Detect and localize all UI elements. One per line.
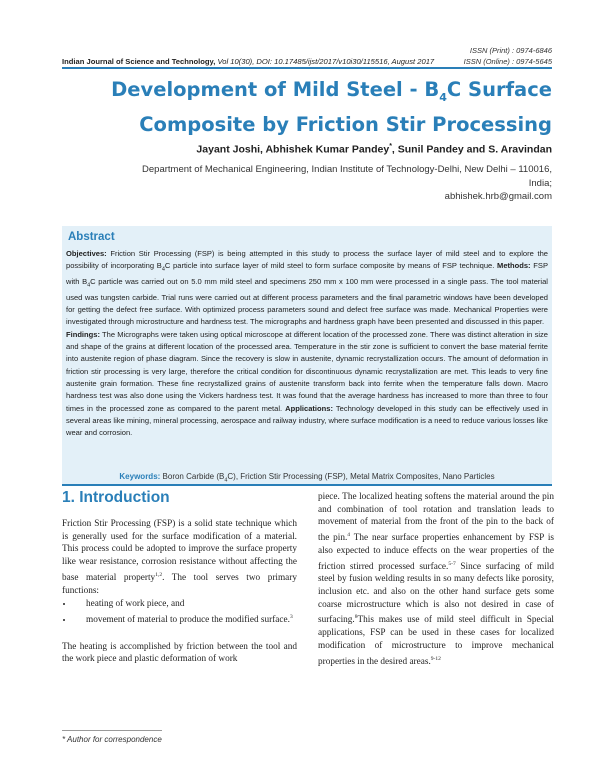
footnote: * Author for correspondence	[62, 735, 162, 744]
intro-paragraph-1: Friction Stir Processing (FSP) is a solid state technique which is generally used for the surface modification of a material. This process could be adopted to improve the surface property like wear resistance, corrosion resistance without affecting the base material property$^{1,2}$. The tool serves two primary functions:	[62, 519, 297, 596]
left-column	[62, 518, 297, 666]
issn-print: ISSN (Print) : 0974-6846	[469, 46, 552, 55]
abstract-heading: Abstract	[68, 231, 115, 243]
keywords-rule	[62, 484, 552, 486]
section-heading-introduction: 1. Introduction	[62, 489, 170, 506]
keywords: Keywords: Boron Carbide $(B_4C)$, Friction Stir Processing (FSP), Metal Matrix Composites, Nano Particles	[119, 472, 495, 484]
intro-paragraph-3: piece. The localized heating softens the material around the pin and combination of tool rotation and translation leads to movement of material from the front of the pin to the back of the pin.$^4$ The near surface properties enhancement by FSP is also expected to induce effects on the wear properties of the friction stirred processed surface.$^{5-7}$ Since surfacing of mild steel by fusion welding results in so many defects like porosity, inclusion etc. and also on the other hand surface gets some coarse microstructure which is also not desired in case of surfacing.$^8$This makes use of mild steel difficult in Special applications, FSP can be used in these cases for localized modification of microstructure to improve mechanical properties in the desired areas.$^{9-12}$	[318, 492, 555, 667]
abstract-box	[62, 226, 552, 484]
title-line-1: Development of Mild Steel - $B_4C$ Surface	[111, 78, 552, 104]
paper-title	[111, 76, 552, 138]
journal-details: Vol 10(30), DOI: 10.17485/ijst/2017/v10i30/115516, August 2017	[217, 57, 435, 66]
affiliation-line: Department of Mechanical Engineering, Indian Institute of Technology-Delhi, New Delhi – 110016, India;	[142, 164, 552, 189]
abstract-body: Objectives: Friction Stir Processing (FSP) is being attempted in this study to process the surface layer of mild steel and to explore the possibility of incorporating $B_4C$ particle into surface layer of mild steel to form surface composite by means of FSP technique. Methods: FSP with $B_4C$ particle was carried out on 5.0 mm mild steel and specimens 250 mm x 100 mm were processed in a single pass. The tool material used was tungsten carbide. Trial runs were carried out at different process parameters and the final parametric windows have been developed for getting the defect free surface. With optimized process parameters sound and defect free surface was made. Mechanical Properties were investigated through microstructure and hardness test. The micrographs and hardness graph have been presented and discussed in this paper. Findings: The Micrographs were taken using optical microscope at different location of the processed zone. There was distinct alteration in size and shape of the grains at different location of the processed area. Temperature in the stir zone is sufficient to convert the base material ferrite into austenite region of phase diagram. Since the recovery is slow in austenite, dynamic recrystallization occurs. The amount of deformation in friction stir processing is very large, therefore the critical condition for discontinuous dynamic recrystallization are met. This leads to very fine austenite grain formation. These fine recrystallized grains of austenite transform back into ferrite when the temperature falls down. Macro hardness test was also done using the Vickers hardness test. It was found that the average hardness has increased to more than three to four times in the processed zone as compared to the parent metal. Applications: Technology developed in this study can be effectively used in several areas like mining, mineral processing, aerospace and railway industry, where surface modification is a need to reduce various losses like wear and corrosion.	[66, 249, 548, 438]
header-rule	[62, 67, 552, 69]
right-column	[318, 491, 554, 668]
function-list	[62, 598, 297, 626]
journal-name: Indian Journal of Science and Technology,	[62, 57, 216, 66]
authors: Jayant Joshi, Abhishek Kumar Pandey*, Sunil Pandey and S. Aravindan	[196, 143, 552, 156]
author-email[interactable]: abhishek.hrb@gmail.com	[444, 191, 552, 202]
footnote-rule	[62, 730, 162, 731]
issn-online: ISSN (Online) : 0974-5645	[463, 57, 552, 66]
list-item: • heating of work piece, and	[74, 598, 297, 611]
affiliation	[132, 163, 552, 204]
title-line-2: Composite by Friction Stir Processing	[139, 112, 552, 136]
journal-citation	[62, 57, 434, 66]
list-item: • movement of material to produce the modified surface.$^3$	[74, 611, 297, 627]
intro-paragraph-2: The heating is accomplished by friction between the tool and the work piece and plastic deformation of work	[62, 641, 297, 665]
